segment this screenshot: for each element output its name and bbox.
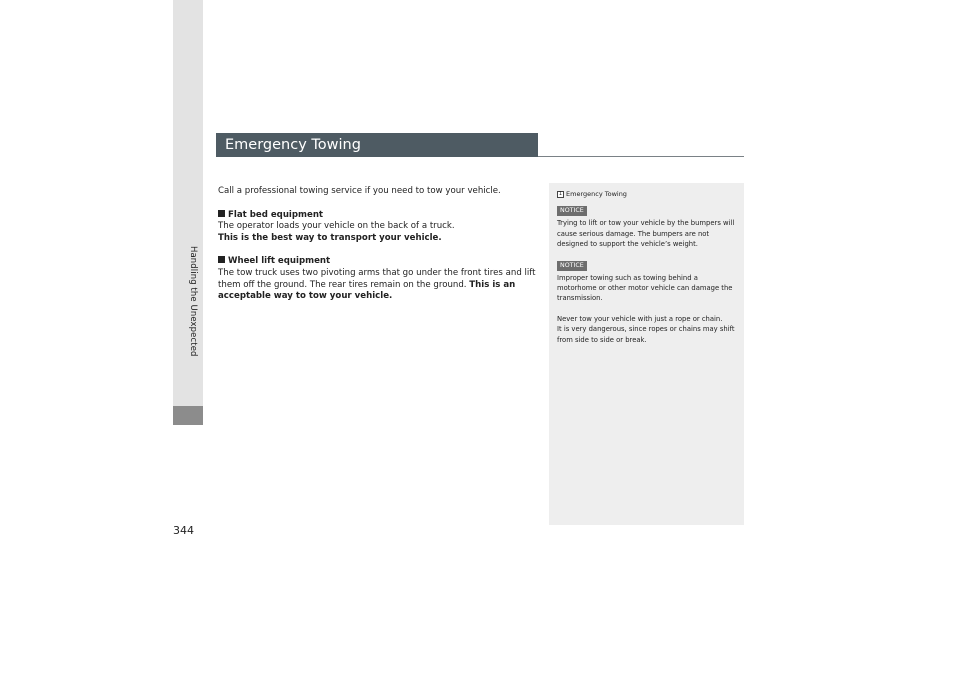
main-body <box>218 186 538 303</box>
wheel-lift-heading: Wheel lift equipment <box>218 256 538 268</box>
notice-badge: NOTICE <box>557 261 587 271</box>
page-title: Emergency Towing <box>216 133 538 157</box>
note-para-2: It is very dangerous, since ropes or chains may shift from side to side or break. <box>557 325 735 344</box>
wheel-lift-text: The tow truck uses two pivoting arms that go under the front tires and lift them off the ground. The rear tires remain on the ground. This is an acceptable way to tow your vehicle. <box>218 267 536 302</box>
note-para-1: Never tow your vehicle with just a rope or chain. <box>557 314 723 323</box>
page-number: 344 <box>173 524 194 537</box>
note-title: 1 Emergency Towing <box>558 190 627 198</box>
flat-bed-line2: This is the best way to transport your vehicle. <box>218 232 442 243</box>
side-tab-marker <box>173 406 203 425</box>
intro-text: Call a professional towing service if you need to tow your vehicle. <box>218 186 501 196</box>
title-rule <box>538 156 744 157</box>
reference-icon: 1 <box>558 190 563 197</box>
notice-text-1: Trying to lift or tow your vehicle by the bumpers will cause serious damage. The bumpers are not designed to support the vehicle’s weight. <box>557 219 735 249</box>
side-note-box <box>549 183 744 525</box>
notice-text-2: Improper towing such as towing behind a motorhome or other motor vehicle can damage the transmission. <box>557 273 733 303</box>
flat-bed-heading: Flat bed equipment <box>218 210 538 222</box>
square-bullet-icon <box>218 210 225 217</box>
notice-badge: NOTICE <box>557 206 587 216</box>
section-label: Handling the Unexpected <box>188 245 198 357</box>
flat-bed-line1: The operator loads your vehicle on the back of a truck. <box>218 221 455 232</box>
square-bullet-icon <box>218 256 225 263</box>
